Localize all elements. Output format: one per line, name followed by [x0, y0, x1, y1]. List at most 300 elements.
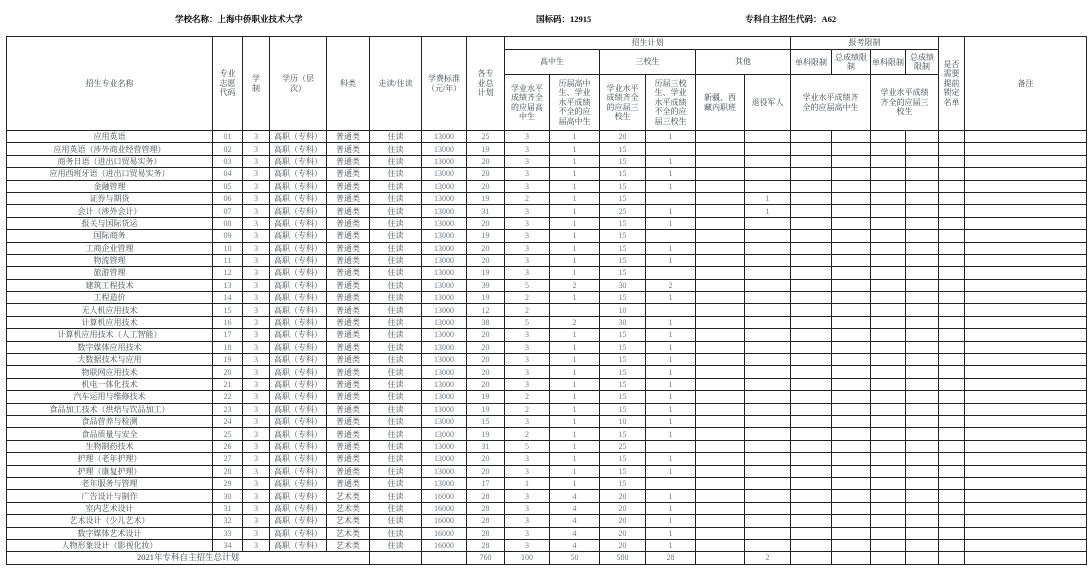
cell-residence: 住读: [370, 180, 422, 192]
cell-hs_past: 4: [550, 490, 600, 502]
cell-hs_past: 1: [550, 440, 600, 452]
cell-code: 33: [213, 527, 243, 539]
cell-lim_hs_total: [832, 391, 871, 403]
cell-xinjiang: [696, 539, 745, 551]
cell-sx_fresh: 15: [600, 477, 646, 489]
cell-xinjiang: [696, 304, 745, 316]
cell-name: 数字媒体艺术设计: [7, 527, 213, 539]
cell-lim_sx_total: [906, 143, 939, 155]
cell-sx_fresh: 10: [600, 304, 646, 316]
cell-level: 高职（专科）: [270, 403, 327, 415]
cell-xinjiang: [696, 230, 745, 242]
cell-lock: [939, 453, 965, 465]
cell-remark: [965, 316, 1087, 328]
cell-veteran: [745, 515, 791, 527]
cell-name: 老年服务与管理: [7, 477, 213, 489]
cell-level: 高职（专科）: [270, 143, 327, 155]
cell-hs_past: 4: [550, 527, 600, 539]
cell-lim_hs_total: [832, 168, 871, 180]
cell-xinjiang: [696, 552, 745, 564]
cell-xinjiang: [696, 453, 745, 465]
cell-lock: [939, 403, 965, 415]
cell-total: 31: [467, 205, 505, 217]
cell-name: 物联网应用技术: [7, 366, 213, 378]
cell-lock: [939, 279, 965, 291]
cell-residence: 住读: [370, 341, 422, 353]
cell-xinjiang: [696, 527, 745, 539]
cell-category: 普通类: [327, 230, 370, 242]
cell-lim_hs_single: [791, 403, 832, 415]
cell-lim_hs_total: [832, 502, 871, 514]
cell-sx_fresh: 20: [600, 502, 646, 514]
cell-total: 20: [467, 329, 505, 341]
cell-lim_sx_total: [906, 304, 939, 316]
cell-lim_hs_single: [791, 267, 832, 279]
cell-code: 13: [213, 279, 243, 291]
cell-lim_hs_total: [832, 440, 871, 452]
cell-sx_fresh: 15: [600, 242, 646, 254]
cell-total: 17: [467, 477, 505, 489]
cell-code: 23: [213, 403, 243, 415]
cell-hs_fresh: 3: [505, 354, 550, 366]
major-row: [7, 378, 1087, 390]
cell-sx_past: 2: [646, 279, 696, 291]
cell-sx_past: [646, 230, 696, 242]
cell-veteran: 1: [745, 192, 791, 204]
cell-years: 3: [243, 279, 270, 291]
cell-level: 高职（专科）: [270, 477, 327, 489]
cell-residence: 住读: [370, 527, 422, 539]
cell-sx_fresh: 15: [600, 366, 646, 378]
cell-code: 10: [213, 242, 243, 254]
total-row-label: 2021年专科自主招生总计划: [7, 552, 370, 564]
cell-veteran: [745, 217, 791, 229]
cell-tuition: 13000: [422, 329, 467, 341]
cell-sx_past: 1: [646, 354, 696, 366]
cell-years: 3: [243, 192, 270, 204]
cell-residence: 住读: [370, 515, 422, 527]
cell-total: 20: [467, 168, 505, 180]
cell-sx_fresh: 20: [600, 131, 646, 143]
cell-code: 03: [213, 155, 243, 167]
cell-code: 16: [213, 316, 243, 328]
cell-lim_hs_total: [832, 131, 871, 143]
cell-sx_fresh: 20: [600, 539, 646, 551]
cell-residence: 住读: [370, 205, 422, 217]
cell-name: 会计（涉外会计）: [7, 205, 213, 217]
cell-veteran: [745, 155, 791, 167]
cell-sx_past: 1: [646, 539, 696, 551]
cell-level: 高职（专科）: [270, 155, 327, 167]
cell-lock: [939, 329, 965, 341]
cell-code: 20: [213, 366, 243, 378]
cell-lim_hs_single: [791, 465, 832, 477]
cell-lim_hs_total: [832, 329, 871, 341]
cell-hs_past: 1: [550, 477, 600, 489]
cell-xinjiang: [696, 242, 745, 254]
cell-xinjiang: [696, 205, 745, 217]
cell-veteran: [745, 539, 791, 551]
cell-sx_past: 1: [646, 254, 696, 266]
cell-sx_fresh: 15: [600, 465, 646, 477]
cell-total: 38: [467, 316, 505, 328]
cell-tuition: 13000: [422, 242, 467, 254]
cell-sx_fresh: 15: [600, 329, 646, 341]
cell-sx_past: 1: [646, 428, 696, 440]
cell-total: 20: [467, 180, 505, 192]
cell-lim_hs_total: [832, 527, 871, 539]
cell-years: 3: [243, 539, 270, 551]
cell-sx_past: [646, 440, 696, 452]
cell-total: 20: [467, 453, 505, 465]
cell-residence: 住读: [370, 143, 422, 155]
cell-category: 普通类: [327, 242, 370, 254]
cell-hs_past: 1: [550, 428, 600, 440]
cell-name: 证券与期货: [7, 192, 213, 204]
cell-level: 高职（专科）: [270, 329, 327, 341]
cell-hs_fresh: 3: [505, 168, 550, 180]
cell-veteran: [745, 168, 791, 180]
cell-veteran: [745, 477, 791, 489]
cell-sx_past: [646, 267, 696, 279]
cell-category: 艺术类: [327, 502, 370, 514]
cell-sx_past: 1: [646, 180, 696, 192]
cell-lim_sx_total: [906, 539, 939, 551]
cell-sx_fresh: 15: [600, 354, 646, 366]
major-row: [7, 267, 1087, 279]
cell-sx_fresh: 15: [600, 155, 646, 167]
cell-lim_sx_total: [906, 267, 939, 279]
cell-lim_hs_total: [832, 279, 871, 291]
cell-lock: [939, 366, 965, 378]
cell-remark: [965, 168, 1087, 180]
cell-level: 高职（专科）: [270, 502, 327, 514]
cell-code: 31: [213, 502, 243, 514]
cell-sx_fresh: 15: [600, 378, 646, 390]
cell-hs_fresh: 3: [505, 502, 550, 514]
cell-name: 护理（老年护理）: [7, 453, 213, 465]
major-row: [7, 515, 1087, 527]
cell-tuition: 16000: [422, 515, 467, 527]
cell-hs_fresh: 3: [505, 527, 550, 539]
cell-years: 3: [243, 378, 270, 390]
cell-level: 高职（专科）: [270, 279, 327, 291]
cell-level: 高职（专科）: [270, 242, 327, 254]
cell-category: 普通类: [327, 205, 370, 217]
cell-lim_hs_total: [832, 267, 871, 279]
cell-lim_sx_total: [906, 292, 939, 304]
cell-code: 14: [213, 292, 243, 304]
cell-tuition: 13000: [422, 354, 467, 366]
cell-residence: 住读: [370, 304, 422, 316]
cell-category: 普通类: [327, 192, 370, 204]
cell-hs_past: 1: [550, 242, 600, 254]
cell-hs_fresh: 2: [505, 292, 550, 304]
cell-remark: [965, 304, 1087, 316]
cell-level: 高职（专科）: [270, 180, 327, 192]
cell-total: 28: [467, 539, 505, 551]
cell-total: 28: [467, 502, 505, 514]
cell-lim_hs_single: [791, 415, 832, 427]
cell-veteran: 1: [745, 205, 791, 217]
cell-category: 普通类: [327, 453, 370, 465]
cell-name: 机电一体化技术: [7, 378, 213, 390]
cell-hs_past: 1: [550, 131, 600, 143]
major-row: [7, 168, 1087, 180]
cell-xinjiang: [696, 515, 745, 527]
cell-lock: [939, 267, 965, 279]
cell-level: 高职（专科）: [270, 230, 327, 242]
cell-hs_fresh: 3: [505, 490, 550, 502]
cell-name: 室内艺术设计: [7, 502, 213, 514]
cell-remark: [965, 205, 1087, 217]
cell-lock: [939, 168, 965, 180]
cell-sx_past: 1: [646, 465, 696, 477]
cell-sx_fresh: 25: [600, 205, 646, 217]
cell-hs_fresh: 3: [505, 465, 550, 477]
cell-residence: 住读: [370, 539, 422, 551]
cell-lim_sx_single: [871, 267, 906, 279]
cell-remark: [965, 378, 1087, 390]
cell-code: 05: [213, 180, 243, 192]
cell-hs_past: 1: [550, 267, 600, 279]
cell-code: 06: [213, 192, 243, 204]
cell-lim_sx_total: [906, 490, 939, 502]
cell-lim_hs_single: [791, 539, 832, 551]
cell-total: 20: [467, 354, 505, 366]
cell-hs_fresh: 3: [505, 254, 550, 266]
cell-lock: [939, 205, 965, 217]
cell-remark: [965, 131, 1087, 143]
cell-remark: [965, 292, 1087, 304]
cell-remark: [965, 403, 1087, 415]
cell-name: 艺术设计（少儿艺术）: [7, 515, 213, 527]
header-other-group: 其他: [696, 50, 791, 75]
major-row: [7, 254, 1087, 266]
cell-hs_past: 1: [550, 254, 600, 266]
cell-sx_past: 1: [646, 378, 696, 390]
cell-lim_hs_single: [791, 254, 832, 266]
cell-lim_hs_single: [791, 453, 832, 465]
cell-tuition: 13000: [422, 168, 467, 180]
admission-code-label: 专科自主招生代码：A62: [745, 14, 837, 24]
header-sx-past: 历届三校生、学业水平成绩不全的应届三校生: [646, 75, 696, 131]
cell-level: 高职（专科）: [270, 168, 327, 180]
cell-lim_hs_single: [791, 304, 832, 316]
cell-remark: [965, 354, 1087, 366]
cell-lim_sx_total: [906, 527, 939, 539]
cell-veteran: [745, 354, 791, 366]
cell-category: 艺术类: [327, 490, 370, 502]
major-row: [7, 242, 1087, 254]
cell-hs_past: 1: [550, 465, 600, 477]
cell-sx_fresh: 15: [600, 267, 646, 279]
cell-years: 3: [243, 304, 270, 316]
cell-code: 01: [213, 131, 243, 143]
table-header: [7, 37, 1087, 131]
cell-hs_past: 1: [550, 205, 600, 217]
cell-lim_hs_total: [832, 366, 871, 378]
cell-category: 普通类: [327, 415, 370, 427]
cell-hs_fresh: 3: [505, 378, 550, 390]
cell-xinjiang: [696, 354, 745, 366]
cell-code: 24: [213, 415, 243, 427]
cell-lock: [939, 527, 965, 539]
cell-lock: [939, 440, 965, 452]
cell-name: 报关与国际货运: [7, 217, 213, 229]
admissions-table: [6, 36, 1087, 565]
cell-lim_sx_total: [906, 502, 939, 514]
cell-level: 高职（专科）: [270, 527, 327, 539]
major-row: [7, 180, 1087, 192]
cell-total: 20: [467, 378, 505, 390]
cell-category: 普通类: [327, 267, 370, 279]
cell-total: 39: [467, 279, 505, 291]
cell-hs_past: 1: [550, 168, 600, 180]
cell-code: 21: [213, 378, 243, 390]
cell-xinjiang: [696, 217, 745, 229]
cell-lim_hs_total: [832, 453, 871, 465]
cell-years: 3: [243, 502, 270, 514]
cell-remark: [965, 391, 1087, 403]
cell-level: 高职（专科）: [270, 453, 327, 465]
cell-years: 3: [243, 254, 270, 266]
cell-remark: [965, 527, 1087, 539]
cell-total: 15: [467, 415, 505, 427]
cell-lock: [939, 415, 965, 427]
cell-lim_hs_total: [832, 341, 871, 353]
cell-level: 高职（专科）: [270, 131, 327, 143]
cell-years: 3: [243, 354, 270, 366]
major-row: [7, 230, 1087, 242]
cell-years: 3: [243, 205, 270, 217]
cell-sx_fresh: 15: [600, 168, 646, 180]
cell-lock: [939, 143, 965, 155]
cell-lock: [939, 254, 965, 266]
cell-sx_fresh: 15: [600, 217, 646, 229]
header-sx-fresh: 学业水平成绩齐全的应届三校生: [600, 75, 646, 131]
cell-sx_fresh: 15: [600, 143, 646, 155]
cell-hs_past: 1: [550, 329, 600, 341]
cell-years: 3: [243, 242, 270, 254]
cell-sx_fresh: 580: [600, 552, 646, 564]
cell-name: 无人机应用技术: [7, 304, 213, 316]
cell-residence: 住读: [370, 477, 422, 489]
cell-level: 高职（专科）: [270, 391, 327, 403]
cell-lock: [939, 515, 965, 527]
major-row: [7, 354, 1087, 366]
cell-residence: 住读: [370, 428, 422, 440]
cell-residence: 住读: [370, 502, 422, 514]
cell-name: 汽车运用与维修技术: [7, 391, 213, 403]
header-total-limit-sx: 总成绩限制: [906, 50, 939, 75]
major-row: [7, 477, 1087, 489]
cell-lim_sx_total: [906, 192, 939, 204]
cell-category: 普通类: [327, 180, 370, 192]
cell-residence: 住读: [370, 168, 422, 180]
cell-name: 建筑工程技术: [7, 279, 213, 291]
cell-years: 3: [243, 155, 270, 167]
page-header: [0, 13, 1089, 29]
cell-lim_hs_total: [832, 552, 871, 564]
cell-years: 3: [243, 428, 270, 440]
cell-code: 25: [213, 428, 243, 440]
cell-lim_hs_total: [832, 428, 871, 440]
cell-lim_hs_total: [832, 539, 871, 551]
cell-total: 20: [467, 341, 505, 353]
cell-sx_past: 1: [646, 415, 696, 427]
cell-lim_sx_total: [906, 205, 939, 217]
major-row: [7, 465, 1087, 477]
cell-name: 应用英语（涉外商业经营管理）: [7, 143, 213, 155]
header-single-limit-hs: 单科限制: [791, 50, 832, 75]
cell-veteran: [745, 292, 791, 304]
cell-veteran: [745, 316, 791, 328]
cell-sx_past: 1: [646, 205, 696, 217]
cell-name: 人物形象设计（影视化妆）: [7, 539, 213, 551]
cell-sx_past: [646, 143, 696, 155]
cell-tuition: 13000: [422, 428, 467, 440]
cell-xinjiang: [696, 378, 745, 390]
cell-tuition: 13000: [422, 180, 467, 192]
cell-lim_sx_single: [871, 254, 906, 266]
cell-years: 3: [243, 217, 270, 229]
cell-residence: 住读: [370, 131, 422, 143]
cell-code: 19: [213, 354, 243, 366]
cell-code: 22: [213, 391, 243, 403]
cell-lim_hs_total: [832, 155, 871, 167]
major-row: [7, 502, 1087, 514]
cell-lock: [939, 477, 965, 489]
cell-name: 计算机应用技术: [7, 316, 213, 328]
cell-name: 国际商务: [7, 230, 213, 242]
cell-lim_sx_total: [906, 453, 939, 465]
major-row: [7, 428, 1087, 440]
cell-category: 普通类: [327, 155, 370, 167]
cell-lim_sx_single: [871, 230, 906, 242]
school-name-label: 学校名称：上海中侨职业技术大学: [175, 14, 303, 24]
cell-lock: [939, 230, 965, 242]
cell-sx_fresh: 10: [600, 415, 646, 427]
cell-tuition: 13000: [422, 267, 467, 279]
cell-lim_sx_total: [906, 403, 939, 415]
cell-hs_past: 2: [550, 316, 600, 328]
cell-hs_past: 1: [550, 453, 600, 465]
cell-veteran: [745, 465, 791, 477]
cell-lim_hs_single: [791, 230, 832, 242]
cell-name: 食品质量与安全: [7, 428, 213, 440]
cell-hs_fresh: 2: [505, 403, 550, 415]
header-total-limit-hs: 总成绩限制: [832, 50, 871, 75]
cell-lim_sx_single: [871, 378, 906, 390]
cell-residence: 住读: [370, 465, 422, 477]
cell-code: 07: [213, 205, 243, 217]
cell-total: 19: [467, 230, 505, 242]
cell-tuition: 16000: [422, 527, 467, 539]
cell-lim_hs_single: [791, 527, 832, 539]
major-row: [7, 415, 1087, 427]
cell-sx_fresh: 15: [600, 403, 646, 415]
cell-remark: [965, 477, 1087, 489]
major-row: [7, 453, 1087, 465]
cell-xinjiang: [696, 316, 745, 328]
cell-sx_past: 1: [646, 316, 696, 328]
cell-lim_hs_single: [791, 316, 832, 328]
cell-remark: [965, 539, 1087, 551]
cell-xinjiang: [696, 180, 745, 192]
cell-lim_sx_total: [906, 279, 939, 291]
cell-sx_past: 1: [646, 490, 696, 502]
